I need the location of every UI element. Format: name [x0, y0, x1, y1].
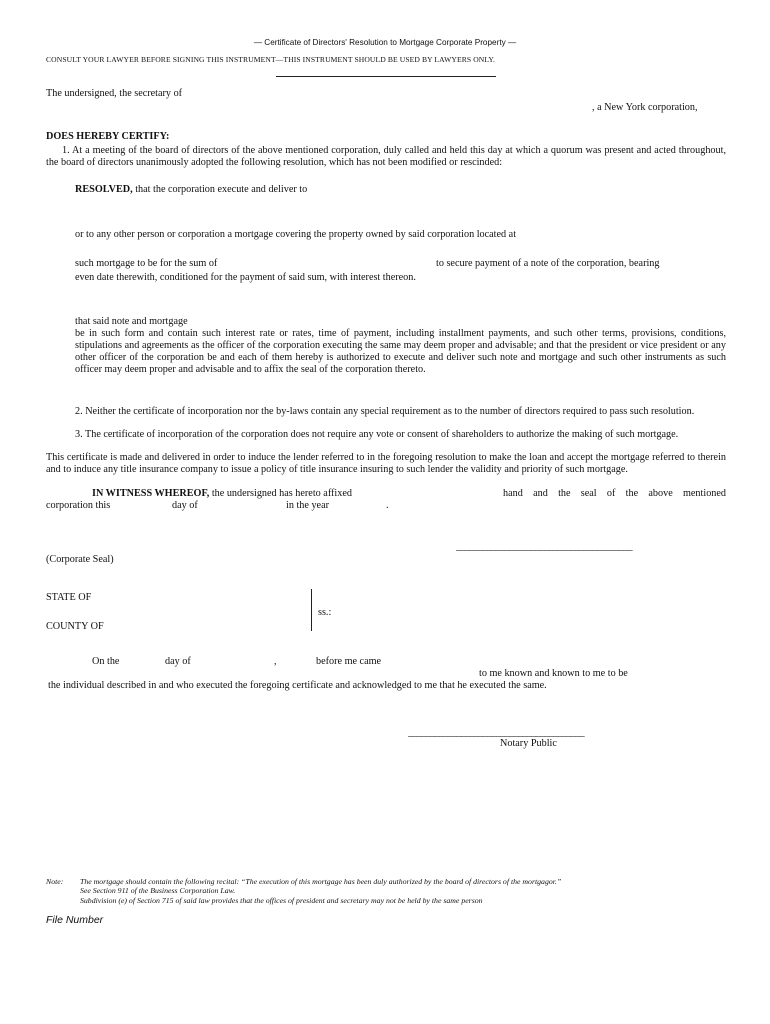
notary-public-label: Notary Public	[500, 738, 557, 749]
resolved-clause	[75, 184, 307, 196]
paragraph-1: 1. At a meeting of the board of directors of the above mentioned corporation, duly called and held this day at which a quorum was present and acted throughout, the board of directors unanimously adopted the following resolution, which has not been modified or rescinded:	[46, 145, 726, 168]
secretary-signature-line: ________________________________________	[456, 541, 633, 552]
witness-clause	[92, 488, 352, 500]
resolved-label: RESOLVED,	[75, 184, 133, 195]
note-line-1: The mortgage should contain the following recital: “The execution of this mortgage has been duly authorized by the board of directors of the mortgagor.”	[80, 877, 562, 886]
witness-period: .	[386, 500, 389, 511]
witness-label: IN WITNESS WHEREOF,	[92, 488, 210, 499]
sum-text-right: to secure payment of a note of the corporation, bearing	[436, 258, 660, 269]
witness-text-2: hand and the seal of the above mentioned	[503, 488, 726, 499]
witness-year-text: in the year	[286, 500, 329, 511]
lawyer-warning: CONSULT YOUR LAWYER BEFORE SIGNING THIS INSTRUMENT—THIS INSTRUMENT SHOULD BE USED BY LAWYERS ONLY.	[46, 55, 495, 64]
ack-before-me: before me came	[316, 656, 382, 667]
ack-comma: ,	[274, 656, 277, 667]
corporate-seal-label: (Corporate Seal)	[46, 554, 114, 565]
venue-bracket	[311, 589, 312, 631]
corporation-this-text: corporation this	[46, 500, 111, 511]
note-line-2: See Section 911 of the Business Corporation Law.	[80, 886, 236, 895]
document-title: — Certificate of Directors' Resolution to Mortgage Corporate Property —	[253, 38, 517, 47]
ack-day-of: day of	[165, 656, 191, 667]
county-of-label: COUNTY OF	[46, 621, 104, 632]
paragraph-4: This certificate is made and delivered in order to induce the lender referred to in the foregoing resolution to make the loan and accept the mortgage referred to therein and to induce any title insurance company to issue a policy of title insurance insuring to such lender the validity and priority of such mortgage.	[46, 452, 726, 475]
note-label: Note:	[46, 877, 64, 886]
notary-signature-line: ________________________________________	[408, 727, 585, 738]
state-of-label: STATE OF	[46, 592, 92, 603]
header-divider	[276, 76, 496, 77]
file-number-label: File Number	[46, 914, 104, 926]
ack-known-text: to me known and known to me to be	[479, 668, 628, 679]
undersigned-text: The undersigned, the secretary of	[46, 88, 183, 99]
sum-text-line2: even date therewith, conditioned for the payment of said sum, with interest thereon.	[75, 272, 416, 283]
certify-heading: DOES HEREBY CERTIFY:	[46, 131, 170, 142]
witness-day-of-text: day of	[172, 500, 198, 511]
ack-individual-text: the individual described in and who executed the foregoing certificate and acknowledged to me that he executed the same.	[48, 680, 547, 691]
other-person-text: or to any other person or corporation a mortgage covering the property owned by said corporation located at	[75, 229, 517, 240]
witness-text: the undersigned has hereto affixed	[211, 488, 352, 499]
new-york-corporation-text: , a New York corporation,	[592, 102, 698, 113]
paragraph-2: 2. Neither the certificate of incorporation nor the by-laws contain any special requirement as to the number of directors required to pass such resolution.	[75, 406, 695, 417]
resolved-text: that the corporation execute and deliver to	[132, 184, 308, 195]
note-mortgage-text: that said note and mortgage	[75, 316, 188, 327]
ack-on-the: On the	[92, 656, 120, 667]
form-paragraph: be in such form and contain such interest rate or rates, time of payment, including installment payments, and such other terms, provisions, conditions, stipulations and agreements as the officer of the corporation executing the same may deem proper and advisable; and that the president or vice president or any other officer of the corporation be and each of them hereby is authorized to execute and deliver such note and mortgage and such other instruments as such officer may deem proper and advisable and to affix the seal of the corporation thereto.	[75, 328, 726, 375]
sum-text-left: such mortgage to be for the sum of	[75, 258, 218, 269]
ss-label: ss.:	[318, 607, 332, 618]
note-line-3: Subdivision (e) of Section 715 of said law provides that the offices of president and secretary may not be held by the same person	[80, 896, 483, 905]
paragraph-3: 3. The certificate of incorporation of the corporation does not require any vote or consent of shareholders to authorize the making of such mortgage.	[75, 429, 679, 440]
